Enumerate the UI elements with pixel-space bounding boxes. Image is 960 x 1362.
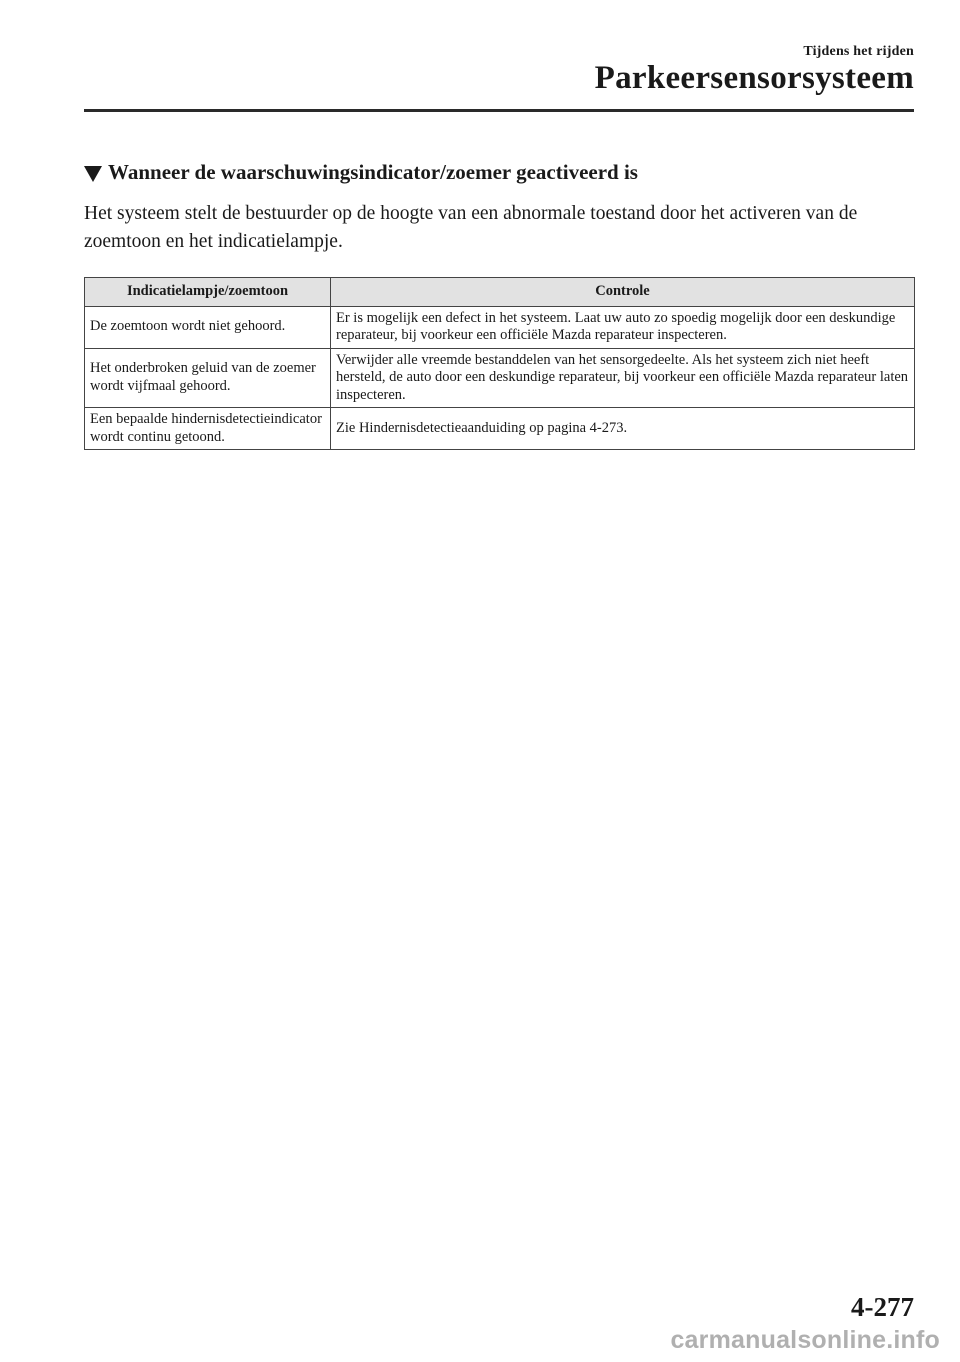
table-row [85, 348, 915, 408]
section-heading [84, 160, 914, 185]
page-title: Parkeersensorsysteem [594, 60, 914, 96]
table-row [85, 408, 915, 450]
section-heading-text: Wanneer de waarschuwingsindicator/zoemer geactiveerd is [108, 160, 638, 184]
table-row [85, 306, 915, 348]
watermark: carmanualsonline.info [670, 1326, 940, 1354]
indicator-cell: Een bepaalde hindernisdetectieindicator wordt continu getoond. [85, 408, 331, 450]
indicator-cell: De zoemtoon wordt niet gehoord. [85, 306, 331, 348]
page-number: 4-277 [851, 1292, 914, 1322]
intro-paragraph: Het systeem stelt de bestuurder op de hoogte van een abnormale toestand door het activeren van de zoemtoon en het indicatielampje. [84, 203, 858, 252]
check-table [84, 277, 915, 450]
triangle-down-icon [84, 166, 102, 182]
indicator-cell: Het onderbroken geluid van de zoemer wordt vijfmaal gehoord. [85, 348, 331, 408]
check-cell: Er is mogelijk een defect in het systeem. Laat uw auto zo spoedig mogelijk door een deskundige reparateur, bij voorkeur een officiële Mazda reparateur inspecteren. [331, 306, 915, 348]
table-header-row [85, 278, 915, 307]
column-header-check: Controle [331, 278, 915, 307]
check-cell: Verwijder alle vreemde bestanddelen van het sensorgedeelte. Als het systeem zich niet heeft hersteld, de auto door een deskundige reparateur, bij voorkeur een officiële Mazda reparateur laten inspecteren. [331, 348, 915, 408]
header-rule [84, 109, 914, 112]
header-section-label: Tijdens het rijden [803, 44, 914, 59]
column-header-indicator: Indicatielampje/zoemtoon [85, 278, 331, 307]
check-cell: Zie Hindernisdetectieaanduiding op pagina 4-273. [331, 408, 915, 450]
